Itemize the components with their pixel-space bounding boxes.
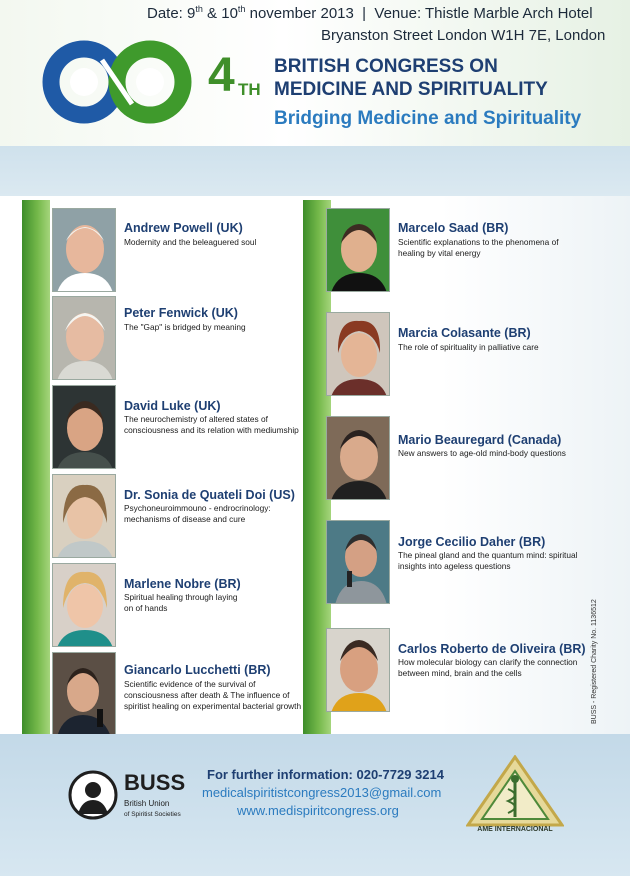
speaker-photo [326, 628, 390, 712]
buss-abbreviation: BUSS [124, 770, 186, 795]
speaker-topic: The neurochemistry of altered states of consciousness and its relation with mediumship [124, 414, 299, 435]
speaker-name: Carlos Roberto de Oliveira (BR) [398, 642, 586, 656]
speaker-photo [326, 520, 390, 604]
speaker-name: Marlene Nobre (BR) [124, 577, 241, 591]
congress-subtitle: Bridging Medicine and Spirituality [274, 108, 582, 129]
buss-full-name-line-1: British Union [124, 799, 170, 808]
speaker-topic: The pineal gland and the quantum mind: spiritual insights into ageless questions [398, 550, 578, 571]
speaker-photo [326, 416, 390, 500]
speaker-photo [52, 385, 116, 469]
buss-full-name-line-2: of Spiritist Societies [124, 811, 181, 818]
contact-email-link[interactable]: medicalspiritistcongress2013@gmail.com [202, 785, 442, 800]
speaker-photo [52, 563, 116, 647]
ame-triangle-logo-icon [466, 755, 564, 835]
speaker-topic: Spiritual healing through laying on of hands [124, 592, 238, 613]
speaker-name: Marcelo Saad (BR) [398, 221, 509, 235]
venue-address: Bryanston Street London W1H 7E, London [321, 27, 606, 44]
edition-number: 4 [208, 49, 234, 102]
speaker-topic: Psychoneuroimmouno - endrocrinology: mechanisms of disease and cure [124, 503, 271, 524]
website-link[interactable]: www.medispiritcongress.org [237, 803, 399, 818]
date-venue-band [0, 146, 630, 196]
speaker-topic: The role of spirituality in palliative care [398, 342, 539, 352]
speaker-name: David Luke (UK) [124, 399, 221, 413]
congress-title-line-2: MEDICINE AND SPIRITUALITY [274, 79, 548, 100]
speaker-topic: New answers to age-old mind-body questions [398, 448, 566, 458]
date-venue-line: Date: 9th & 10th november 2013 | Venue: Thistle Marble Arch Hotel [147, 4, 593, 22]
speaker-name: Mario Beauregard (Canada) [398, 433, 562, 447]
speaker-name: Dr. Sonia de Quateli Doi (US) [124, 488, 295, 502]
speaker-photo [52, 652, 116, 736]
speaker-photo [52, 296, 116, 380]
speaker-topic: Scientific evidence of the survival of consciousness after death & The influence of spiritist healing on experimental bacterial growth [124, 679, 302, 711]
speaker-topic: Modernity and the beleaguered soul [124, 237, 257, 247]
speaker-name: Jorge Cecilio Daher (BR) [398, 535, 546, 549]
speaker-name: Marcia Colasante (BR) [398, 326, 531, 340]
speaker-name: Giancarlo Lucchetti (BR) [124, 663, 271, 677]
ame-label: AME INTERNACIONAL [477, 826, 553, 833]
speaker-photo [52, 208, 116, 292]
speaker-topic: The "Gap" is bridged by meaning [124, 322, 246, 332]
speaker-topic: How molecular biology can clarify the connection between mind, brain and the cells [398, 657, 578, 678]
charity-registration-note [589, 712, 630, 724]
speaker-photo [52, 474, 116, 558]
buss-portrait-logo-icon [68, 770, 118, 820]
congress-title-line-1: BRITISH CONGRESS ON [274, 56, 498, 77]
contact-phone: For further information: 020-7729 3214 [207, 767, 444, 782]
speaker-photo [326, 312, 390, 396]
speaker-name: Andrew Powell (UK) [124, 221, 243, 235]
left-accent-bar [22, 200, 50, 736]
speaker-topic: Scientific explanations to the phenomena of healing by vital energy [398, 237, 559, 258]
speaker-photo [326, 208, 390, 292]
edition-ordinal: TH [238, 80, 261, 99]
speaker-name: Peter Fenwick (UK) [124, 306, 238, 320]
congress-infinity-logo-icon [42, 40, 192, 124]
